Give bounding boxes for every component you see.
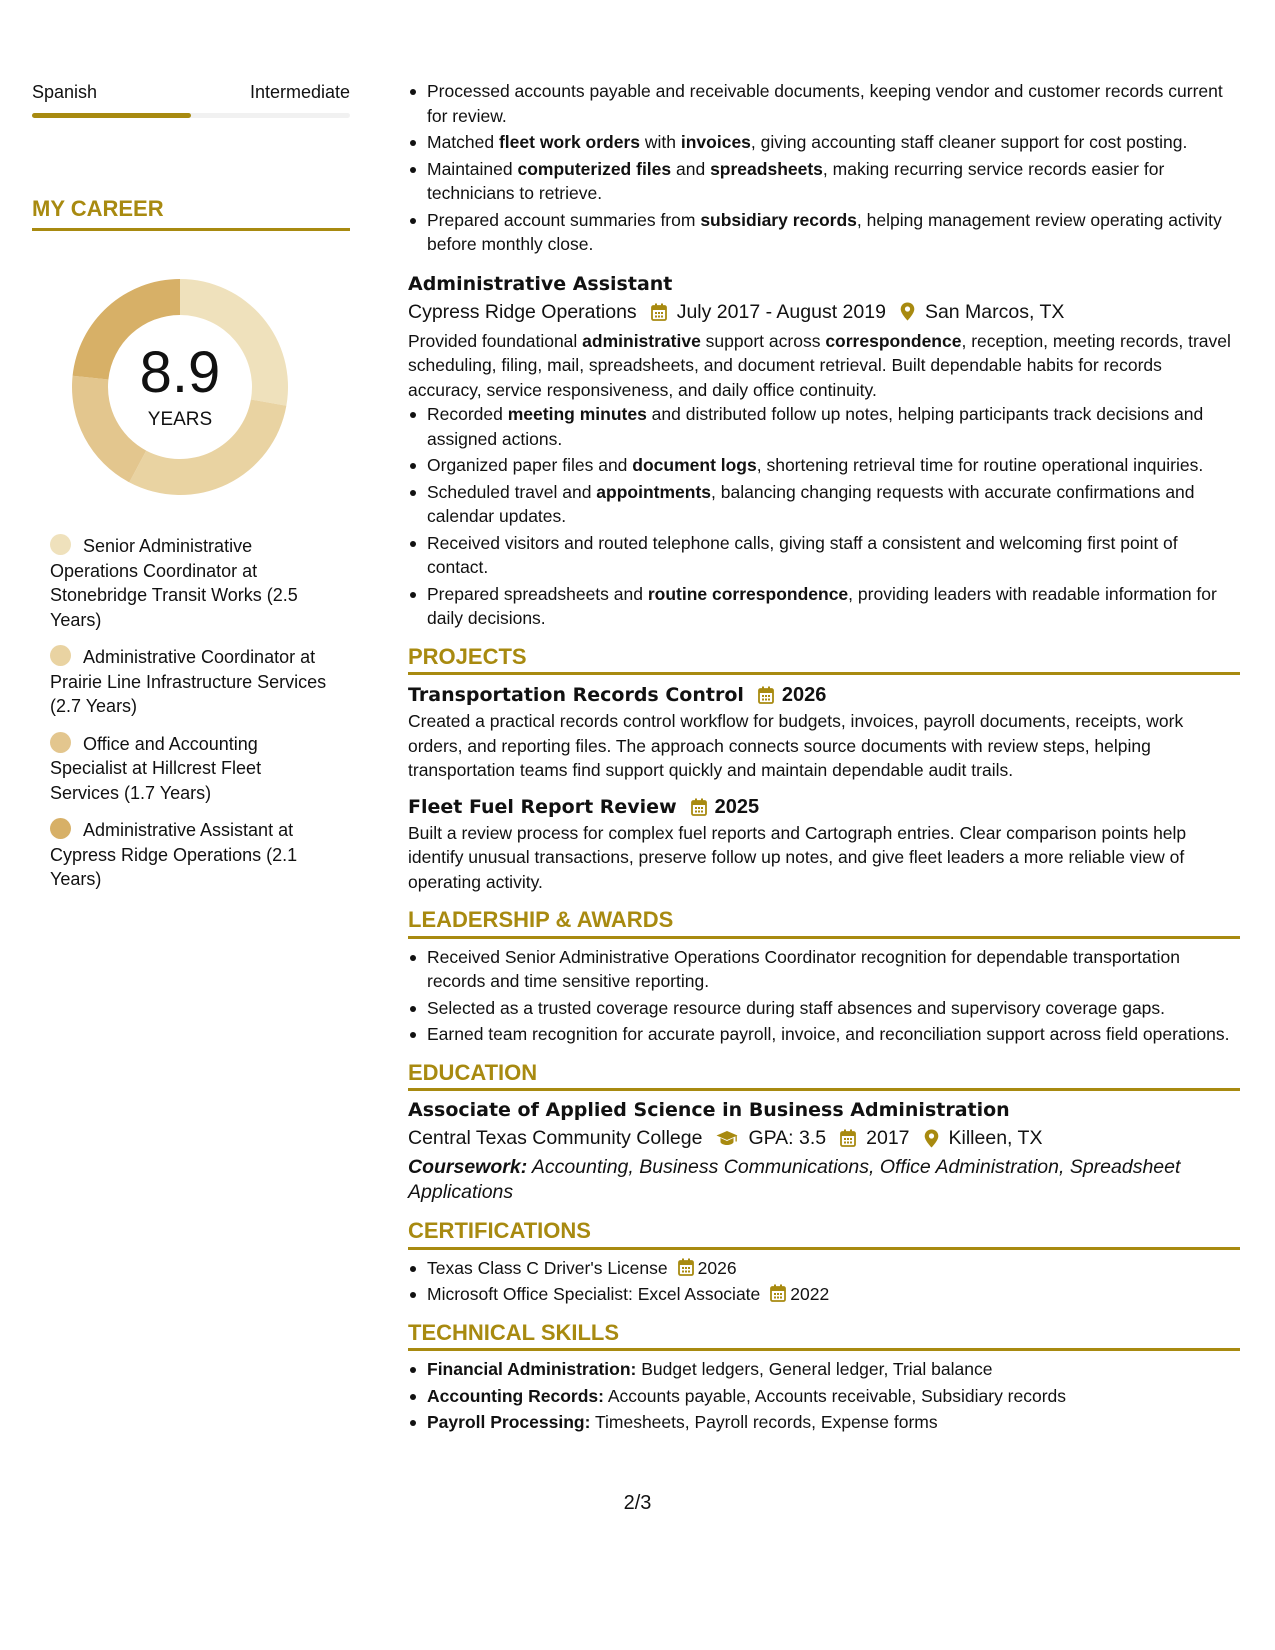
education-meta (408, 1123, 1240, 1153)
calendar-icon (678, 1258, 694, 1276)
career-legend-item (50, 818, 330, 892)
certification-year: 2026 (697, 1257, 737, 1278)
legend-swatch (50, 534, 71, 555)
leadership-list (408, 945, 1240, 1047)
project-title-row (408, 793, 1240, 821)
text-run: , shortening retrieval time for routine operational inquiries. (756, 455, 1204, 475)
job-title: Administrative Assistant (408, 272, 673, 295)
text-run: Processed accounts payable and receivable documents, keeping vendor and customer records current for review. (427, 81, 1223, 126)
project-item (408, 681, 1240, 783)
legend-swatch (50, 645, 71, 666)
bold-text: invoices (680, 132, 751, 152)
text-run: support across (700, 330, 826, 351)
bold-text: subsidiary records (700, 209, 857, 230)
education-gpa: GPA: 3.5 (748, 1127, 827, 1149)
language-name: Spanish (32, 82, 98, 102)
legend-swatch (50, 818, 71, 839)
career-heading: MY CAREER (32, 196, 350, 231)
text-run: , providing leaders with readable information for daily decisions. (427, 583, 1217, 628)
calendar-icon (758, 686, 774, 704)
certification-name: Texas Class C Driver's License (427, 1257, 668, 1278)
certification-year: 2022 (790, 1284, 830, 1304)
bold-text: appointments (596, 481, 712, 502)
bullet-item (408, 582, 1240, 631)
bold-text: computerized files (517, 158, 672, 179)
career-legend (50, 534, 330, 905)
projects-heading: PROJECTS (408, 645, 1240, 676)
job-meta (408, 297, 1240, 327)
calendar-icon (691, 798, 707, 816)
education-year: 2017 (866, 1127, 910, 1149)
career-total-years: 8.9 (139, 340, 221, 405)
job-location: San Marcos, TX (924, 300, 1065, 323)
language-row (32, 82, 350, 103)
page-number: 2/3 (623, 1492, 652, 1514)
bullet-item (408, 480, 1240, 529)
bold-text: correspondence (825, 330, 962, 351)
skill-values: Budget ledgers, General ledger, Trial balance (641, 1359, 993, 1379)
text-run: and (671, 158, 711, 179)
calendar-icon (840, 1129, 856, 1147)
text-run: , making recurring service records easier for technicians to retrieve. (427, 158, 1165, 203)
leadership-item: Selected as a trusted coverage resource during staff absences and supervisory coverage gaps. (408, 996, 1240, 1021)
text-run: Scheduled travel and (427, 481, 597, 502)
certification-item (408, 1282, 1240, 1307)
skill-item (408, 1357, 1240, 1382)
bullet-item (408, 402, 1240, 451)
text-run: , balancing changing requests with accurate confirmations and calendar updates. (427, 481, 1195, 526)
text-run: Maintained (427, 158, 518, 179)
coursework-label: Coursework: (408, 1156, 528, 1178)
text-run: and distributed follow up notes, helping participants track decisions and assigned actions. (427, 404, 1204, 449)
skill-category: Accounting Records: (427, 1385, 604, 1406)
calendar-icon (651, 303, 667, 321)
location-pin-icon (924, 1129, 939, 1148)
text-run: Recorded (427, 404, 508, 424)
job-summary (408, 329, 1240, 403)
project-title-row (408, 681, 1240, 709)
text-run: , reception, meeting records, travel scheduling, filing, mail, spreadsheets, and document retrieval. Built dependable habits for records accuracy, service responsiveness, and daily office continuity. (408, 330, 1231, 400)
text-run: Received visitors and routed telephone calls, giving staff a consistent and welcoming first point of contact. (427, 532, 1178, 577)
project-description: Created a practical records control workflow for budgets, invoices, payroll documents, receipts, work orders, and reporting files. The approach connects source documents with review steps, helping transportation teams find support quickly and maintain dependable audit trails. (408, 711, 1184, 780)
bold-text: administrative (582, 330, 701, 351)
project-description: Built a review process for complex fuel reports and Cartograph entries. Clear comparison points help identify unusual transactions, preserve follow up notes, and give fleet leaders a more reliable view of operating activity. (408, 822, 1187, 892)
leadership-heading: LEADERSHIP & AWARDS (408, 908, 1240, 939)
bullet-item (408, 208, 1240, 257)
certification-name: Microsoft Office Specialist: Excel Associate (427, 1284, 761, 1304)
job-company: Cypress Ridge Operations (408, 300, 637, 323)
graduation-cap-icon (716, 1130, 738, 1146)
text-run: Provided foundational (408, 330, 583, 351)
text-run: , giving accounting staff cleaner support for cost posting. (750, 132, 1188, 152)
job-bullets (408, 402, 1240, 631)
education-school: Central Texas Community College (408, 1127, 703, 1149)
text-run: Prepared spreadsheets and (427, 583, 648, 604)
text-run: Prepared account summaries from (427, 209, 701, 230)
skill-item (408, 1410, 1240, 1435)
bold-text: fleet work orders (498, 132, 641, 152)
legend-swatch (50, 732, 71, 753)
main-column (408, 79, 1240, 1437)
skills-list (408, 1357, 1240, 1435)
education-coursework (408, 1155, 1240, 1205)
text-run: , helping management review operating activity before monthly close. (427, 209, 1222, 254)
bullet-item (408, 130, 1240, 155)
leadership-item: Earned team recognition for accurate payroll, invoice, and reconciliation support across field operations. (408, 1022, 1240, 1047)
job-dates: July 2017 - August 2019 (676, 300, 886, 323)
education-heading: EDUCATION (408, 1061, 1240, 1092)
coursework-list: Accounting, Business Communications, Office Administration, Spreadsheet Applications (408, 1156, 1181, 1203)
skill-category: Payroll Processing: (427, 1412, 591, 1432)
bold-text: spreadsheets (710, 158, 823, 179)
text-run: with (640, 132, 681, 152)
project-item (408, 793, 1240, 895)
career-legend-label: Administrative Coordinator at Prairie Line Infrastructure Services (2.7 Years) (50, 647, 327, 716)
career-legend-label: Office and Accounting Specialist at Hillcrest Fleet Services (1.7 Years) (50, 733, 262, 803)
certifications-heading: CERTIFICATIONS (408, 1219, 1240, 1250)
skill-values: Timesheets, Payroll records, Expense forms (594, 1412, 938, 1432)
bullet-item (408, 453, 1240, 478)
previous-job-bullets (408, 79, 1240, 257)
career-legend-item (50, 645, 330, 719)
skills-heading: TECHNICAL SKILLS (408, 1321, 1240, 1352)
education-degree: Associate of Applied Science in Business Administration (408, 1099, 1010, 1121)
bold-text: routine correspondence (647, 583, 849, 604)
certification-item (408, 1256, 1240, 1281)
career-total-unit: YEARS (147, 409, 213, 430)
career-legend-label: Senior Administrative Operations Coordinator at Stonebridge Transit Works (2.5 Years) (50, 536, 298, 630)
career-legend-item (50, 534, 330, 632)
language-proficiency-bar (32, 113, 350, 118)
text-run: Organized paper files and (427, 455, 633, 475)
language-proficiency-fill (32, 113, 191, 118)
language-level: Intermediate (249, 82, 350, 102)
bullet-item (408, 157, 1240, 206)
bullet-item (408, 531, 1240, 580)
skill-item (408, 1384, 1240, 1409)
text-run: Matched (427, 132, 499, 152)
skill-category: Financial Administration: (427, 1359, 637, 1379)
project-year: 2025 (714, 795, 760, 818)
calendar-icon (770, 1284, 786, 1302)
projects-list (408, 681, 1240, 894)
career-legend-label: Administrative Assistant at Cypress Ridge Operations (2.1 Years) (50, 820, 298, 889)
project-title: Fleet Fuel Report Review (408, 795, 677, 818)
skill-values: Accounts payable, Accounts receivable, Subsidiary records (607, 1385, 1067, 1406)
leadership-item: Received Senior Administrative Operations Coordinator recognition for dependable transportation records and time sensitive reporting. (408, 945, 1240, 994)
education-location: Killeen, TX (948, 1127, 1043, 1149)
project-title: Transportation Records Control (408, 684, 744, 706)
project-year: 2026 (781, 684, 827, 706)
location-pin-icon (900, 302, 915, 321)
bullet-item (408, 79, 1240, 128)
bold-text: document logs (632, 455, 757, 475)
bold-text: meeting minutes (507, 404, 647, 424)
certifications-list (408, 1256, 1240, 1307)
career-legend-item (50, 732, 330, 806)
